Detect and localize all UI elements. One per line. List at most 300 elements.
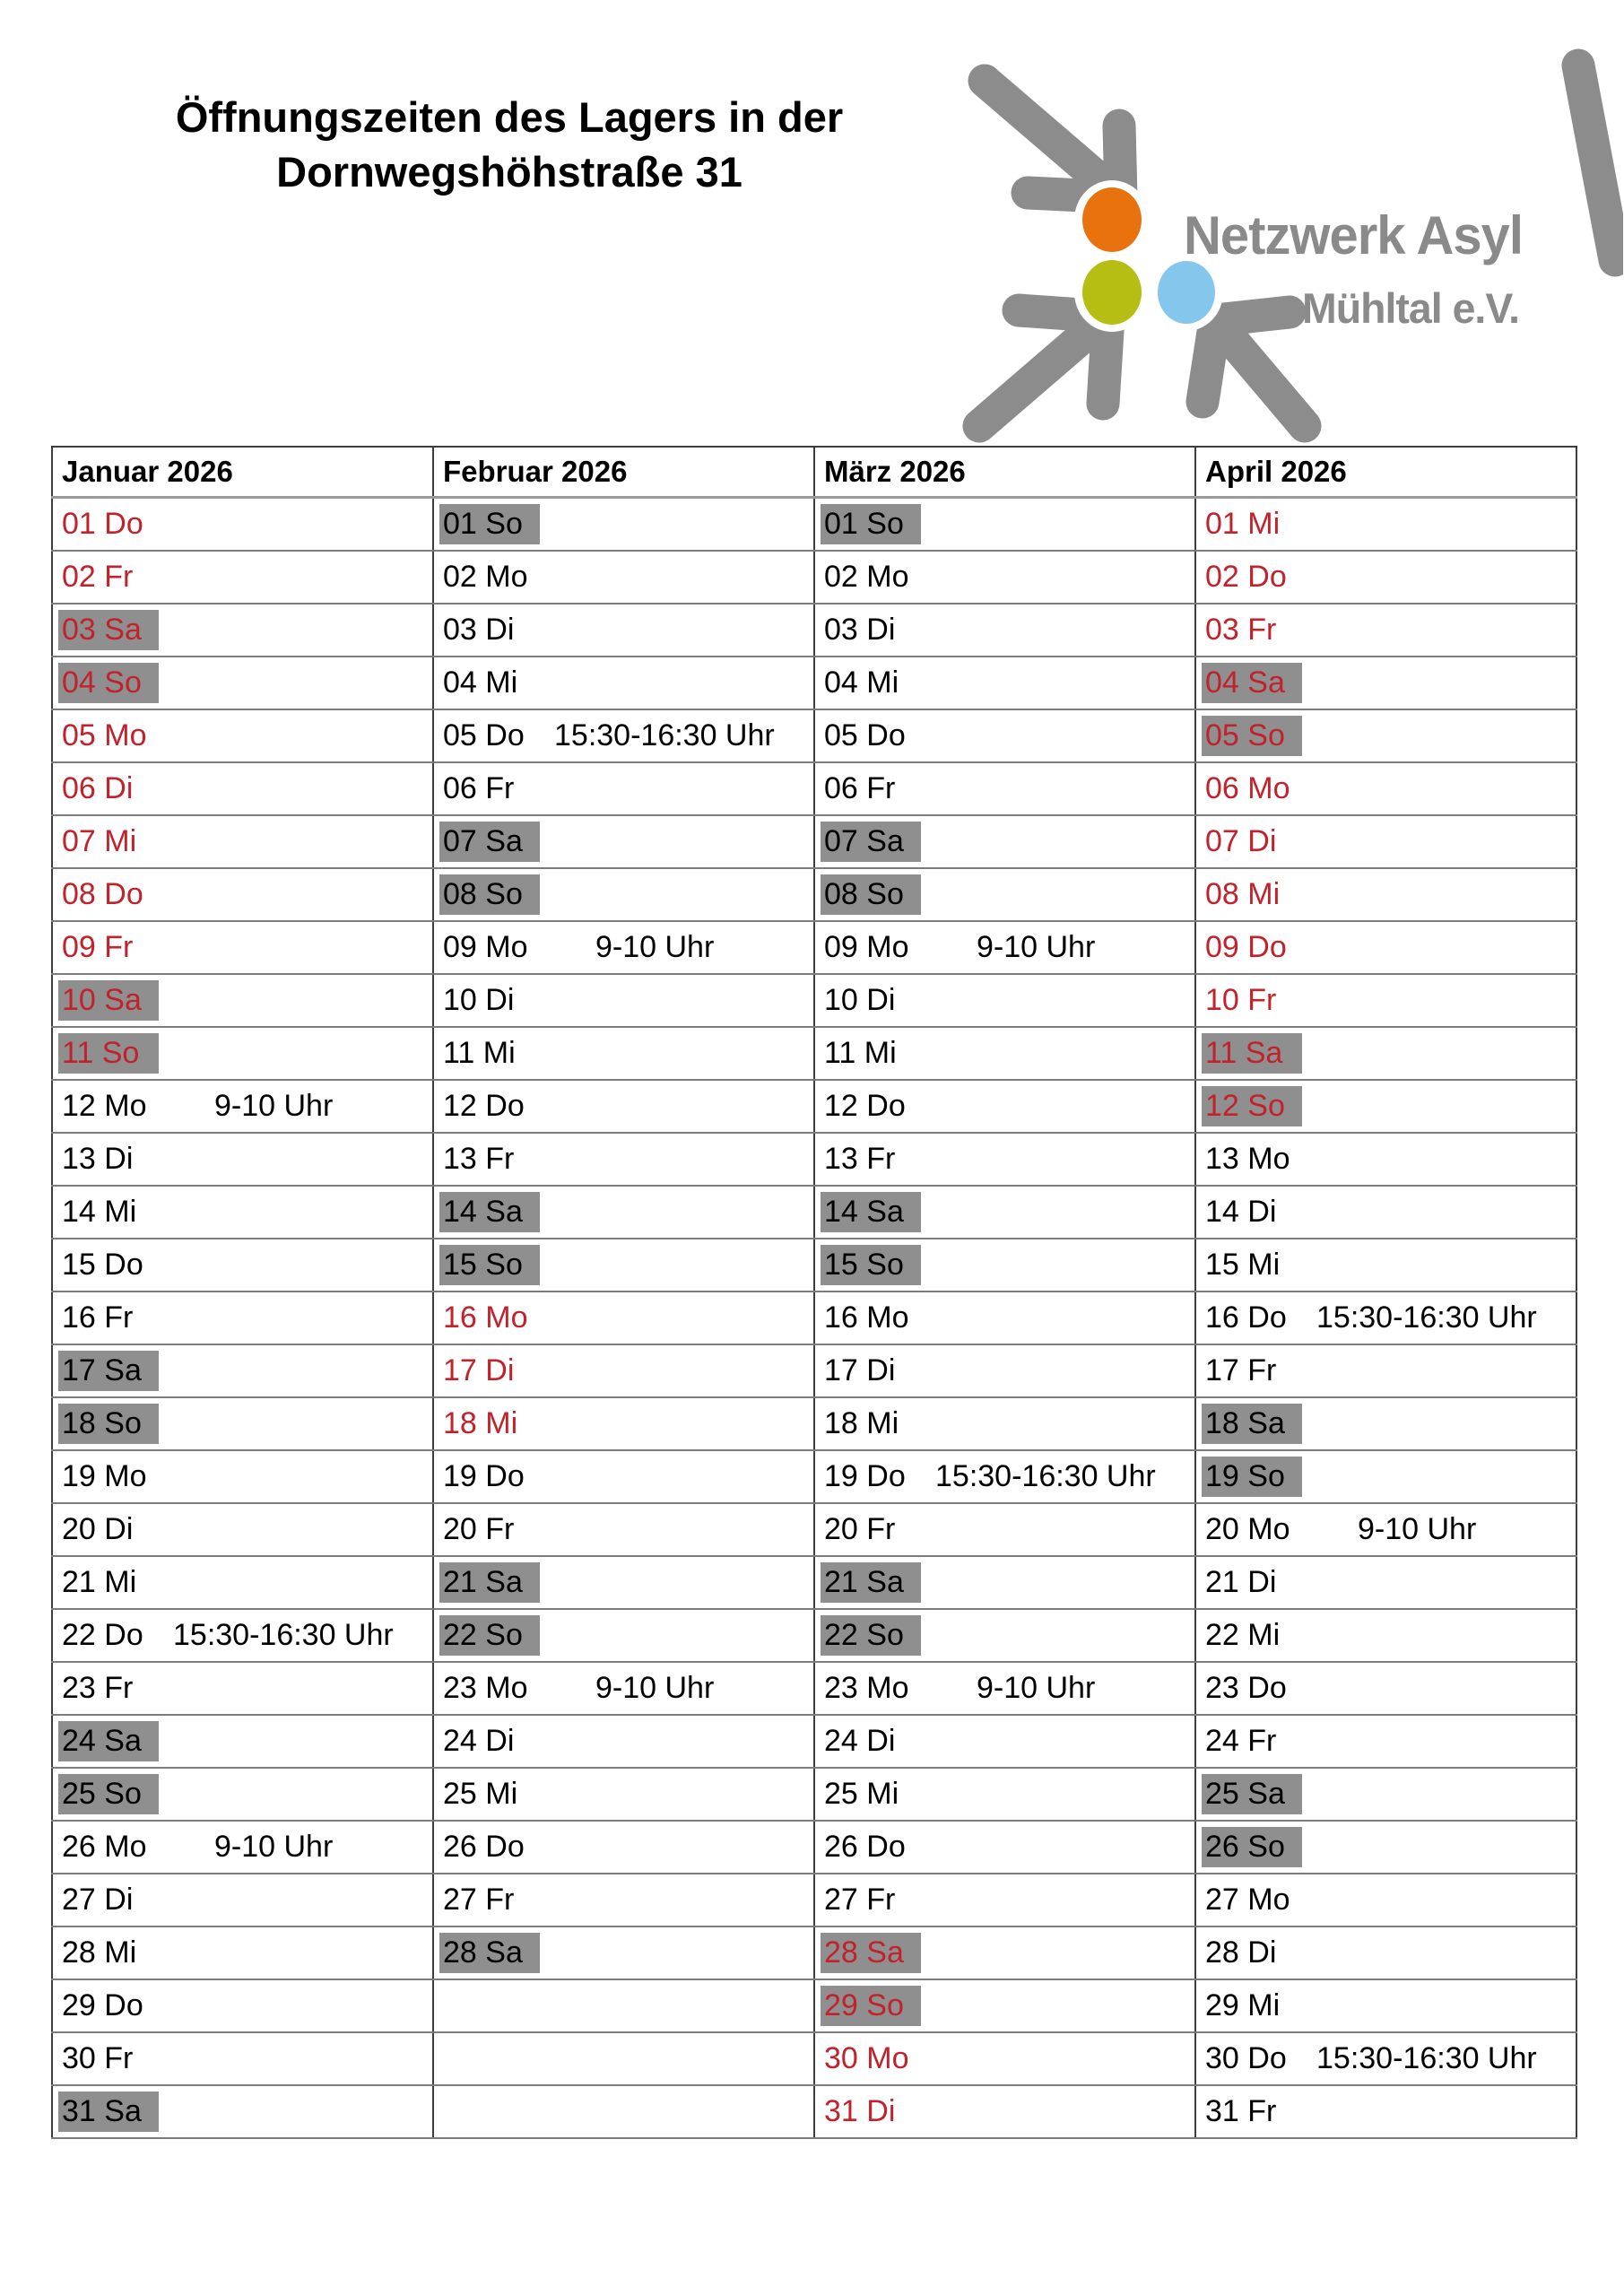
calendar-row [52, 1609, 1576, 1662]
day-label: 28 Sa [821, 1933, 921, 1973]
day-label: 20 Fr [443, 1512, 515, 1546]
calendar-row [52, 974, 1576, 1027]
opening-time: 15:30-16:30 Uhr [173, 1618, 394, 1652]
day-label: 05 Do [824, 718, 906, 752]
calendar-cell [814, 1503, 1195, 1556]
day-label: 06 Mo [1205, 771, 1290, 805]
day-label: 16 Mo [824, 1300, 909, 1335]
calendar-cell [1195, 1344, 1576, 1397]
day-label: 01 Do [62, 507, 143, 541]
day-label: 10 Fr [1205, 983, 1277, 1017]
calendar-cell [52, 1821, 433, 1874]
calendar-cell [52, 1186, 433, 1239]
calendar-cell [814, 815, 1195, 868]
day-label: 04 Mi [443, 665, 518, 700]
day-label: 13 Di [62, 1142, 134, 1176]
calendar-row [52, 1344, 1576, 1397]
day-label: 10 Sa [58, 980, 159, 1021]
day-label: 14 Sa [439, 1192, 540, 1232]
calendar-cell [433, 1133, 814, 1186]
day-label: 11 Sa [1202, 1033, 1302, 1074]
calendar-cell [433, 762, 814, 815]
calendar-cell [814, 1292, 1195, 1344]
calendar-cell [1195, 2032, 1576, 2085]
day-label: 02 Mo [824, 560, 909, 594]
day-label: 11 So [58, 1033, 159, 1074]
day-label: 04 Mi [824, 665, 899, 700]
calendar-cell [52, 1239, 433, 1292]
day-label: 03 Sa [58, 610, 159, 650]
calendar-cell [433, 2085, 814, 2138]
arrow-se-shaft-icon [1221, 327, 1305, 426]
calendar-cell [1195, 1027, 1576, 1080]
calendar-cell [1195, 1292, 1576, 1344]
calendar-cell [1195, 551, 1576, 604]
calendar-cell [1195, 815, 1576, 868]
calendar-cell [433, 1503, 814, 1556]
day-label: 29 Mi [1205, 1988, 1281, 2022]
calendar-cell [52, 1133, 433, 1186]
calendar-row [52, 1715, 1576, 1768]
calendar-row [52, 1768, 1576, 1821]
day-label: 08 So [821, 874, 921, 915]
day-label: 02 Fr [62, 560, 134, 594]
calendar-cell [52, 921, 433, 974]
day-label: 26 Mo [62, 1830, 147, 1864]
calendar-cell [52, 2085, 433, 2138]
calendar-cell [1195, 1926, 1576, 1979]
day-label: 15 Mi [1205, 1248, 1281, 1282]
calendar-cell [814, 1662, 1195, 1715]
day-label: 25 So [58, 1774, 159, 1814]
calendar-cell [52, 1027, 433, 1080]
calendar-row [52, 551, 1576, 604]
calendar-cell [1195, 974, 1576, 1027]
opening-time: 15:30-16:30 Uhr [1316, 2041, 1537, 2075]
day-label: 24 Fr [1205, 1724, 1277, 1758]
calendar-cell [52, 1292, 433, 1344]
day-label: 10 Di [824, 983, 896, 1017]
calendar-row [52, 2085, 1576, 2138]
day-label: 25 Sa [1202, 1774, 1302, 1814]
calendar-cell [433, 1344, 814, 1397]
day-label: 01 So [439, 504, 540, 544]
logo-dot-olive-icon [1082, 260, 1142, 325]
day-label: 06 Fr [443, 771, 515, 805]
day-label: 10 Di [443, 983, 515, 1017]
day-label: 09 Mo [824, 930, 909, 964]
calendar-cell [814, 2032, 1195, 2085]
day-label: 07 Mi [62, 824, 137, 858]
calendar-row [52, 1292, 1576, 1344]
calendar-cell [52, 762, 433, 815]
day-label: 09 Do [1205, 930, 1287, 964]
opening-time: 9-10 Uhr [1358, 1512, 1477, 1546]
day-label: 23 Mo [443, 1671, 528, 1705]
day-label: 02 Do [1205, 560, 1287, 594]
day-label: 26 So [1202, 1827, 1302, 1867]
day-label: 08 So [439, 874, 540, 915]
calendar-cell [814, 657, 1195, 709]
logo-org-subname: Mühltal e.V. [1302, 284, 1519, 332]
calendar-cell [814, 1874, 1195, 1926]
calendar-cell [814, 868, 1195, 921]
calendar-cell [814, 604, 1195, 657]
calendar-cell [814, 1239, 1195, 1292]
month-header: Februar 2026 [433, 447, 814, 498]
day-label: 03 Di [443, 613, 515, 647]
day-label: 03 Di [824, 613, 896, 647]
day-label: 29 So [821, 1986, 921, 2026]
opening-time: 9-10 Uhr [595, 930, 715, 964]
calendar-cell [1195, 1768, 1576, 1821]
day-label: 23 Mo [824, 1671, 909, 1705]
day-label: 24 Sa [58, 1721, 159, 1761]
day-label: 19 Do [824, 1459, 906, 1493]
calendar-row [52, 1450, 1576, 1503]
day-label: 05 Mo [62, 718, 147, 752]
calendar-cell [1195, 1662, 1576, 1715]
calendar-cell [1195, 709, 1576, 762]
calendar-cell [433, 1821, 814, 1874]
calendar-cell [433, 709, 814, 762]
day-label: 16 Mo [443, 1300, 528, 1335]
month-header-row [52, 447, 1576, 498]
calendar-cell [52, 1874, 433, 1926]
calendar-cell [1195, 1979, 1576, 2032]
day-label: 18 Sa [1202, 1404, 1302, 1444]
calendar-cell [814, 1768, 1195, 1821]
calendar-cell [52, 2032, 433, 2085]
calendar-row [52, 657, 1576, 709]
day-label: 09 Mo [443, 930, 528, 964]
calendar-row [52, 762, 1576, 815]
day-label: 12 Do [443, 1089, 525, 1123]
calendar-row [52, 1080, 1576, 1133]
day-label: 03 Fr [1205, 613, 1277, 647]
day-label: 28 Sa [439, 1933, 540, 1973]
calendar-cell [1195, 604, 1576, 657]
calendar-row [52, 921, 1576, 974]
calendar-row [52, 1027, 1576, 1080]
day-label: 20 Mo [1205, 1512, 1290, 1546]
calendar-cell [1195, 1715, 1576, 1768]
calendar-cell [433, 1926, 814, 1979]
day-label: 05 So [1202, 716, 1302, 756]
calendar-cell [433, 1450, 814, 1503]
calendar-cell [1195, 1821, 1576, 1874]
calendar-cell [52, 604, 433, 657]
calendar-row [52, 1133, 1576, 1186]
day-label: 25 Mi [824, 1777, 899, 1811]
month-header: Januar 2026 [52, 447, 433, 498]
calendar-cell [52, 1080, 433, 1133]
day-label: 07 Di [1205, 824, 1277, 858]
day-label: 16 Fr [62, 1300, 134, 1335]
calendar-cell [433, 2032, 814, 2085]
logo-dot-orange-icon [1082, 187, 1142, 252]
calendar-row [52, 604, 1576, 657]
day-label: 27 Di [62, 1883, 134, 1917]
calendar-cell [52, 1503, 433, 1556]
calendar-row [52, 1239, 1576, 1292]
calendar-cell [433, 1556, 814, 1609]
calendar-cell [814, 921, 1195, 974]
day-label: 17 Fr [1205, 1353, 1277, 1387]
calendar-cell [1195, 1080, 1576, 1133]
day-label: 28 Di [1205, 1935, 1277, 1970]
day-label: 01 So [821, 504, 921, 544]
day-label: 17 Di [824, 1353, 896, 1387]
day-label: 07 Sa [439, 822, 540, 862]
calendar-cell [433, 1874, 814, 1926]
calendar-table [51, 446, 1577, 2139]
calendar-row [52, 709, 1576, 762]
calendar-cell [1195, 1556, 1576, 1609]
calendar-cell [814, 2085, 1195, 2138]
day-label: 19 So [1202, 1457, 1302, 1497]
calendar-cell [433, 1768, 814, 1821]
day-label: 14 Di [1205, 1195, 1277, 1229]
day-label: 25 Mi [443, 1777, 518, 1811]
day-label: 20 Fr [824, 1512, 896, 1546]
calendar-cell [433, 657, 814, 709]
calendar-cell [52, 657, 433, 709]
day-label: 01 Mi [1205, 507, 1281, 541]
day-label: 24 Di [824, 1724, 896, 1758]
day-label: 31 Di [824, 2094, 896, 2128]
calendar-cell [433, 1027, 814, 1080]
calendar-cell [1195, 868, 1576, 921]
day-label: 19 Do [443, 1459, 525, 1493]
calendar-cell [1195, 762, 1576, 815]
calendar-cell [1195, 498, 1576, 552]
day-label: 12 Do [824, 1089, 906, 1123]
calendar-cell [52, 868, 433, 921]
calendar-cell [814, 1926, 1195, 1979]
calendar-row [52, 1821, 1576, 1874]
calendar-cell [52, 1715, 433, 1768]
arrow-sw-shaft-icon [979, 326, 1096, 426]
day-label: 21 Mi [62, 1565, 137, 1599]
calendar-cell [1195, 1133, 1576, 1186]
day-label: 18 Mi [443, 1406, 518, 1440]
title-line-1: Öffnungszeiten des Lagers in der [175, 93, 844, 141]
calendar-cell [433, 1979, 814, 2032]
calendar-cell [814, 974, 1195, 1027]
day-label: 19 Mo [62, 1459, 147, 1493]
day-label: 17 Di [443, 1353, 515, 1387]
opening-time: 15:30-16:30 Uhr [1316, 1300, 1537, 1335]
calendar-row [52, 815, 1576, 868]
calendar-cell [433, 1186, 814, 1239]
calendar-row [52, 868, 1576, 921]
calendar-row [52, 1397, 1576, 1450]
day-label: 11 Mi [443, 1036, 516, 1070]
day-label: 11 Mi [824, 1036, 897, 1070]
calendar-cell [52, 974, 433, 1027]
calendar-cell [52, 1926, 433, 1979]
day-label: 23 Fr [62, 1671, 134, 1705]
day-label: 13 Mo [1205, 1142, 1290, 1176]
day-label: 12 So [1202, 1086, 1302, 1126]
calendar-cell [52, 551, 433, 604]
calendar-cell [1195, 921, 1576, 974]
month-header: März 2026 [814, 447, 1195, 498]
calendar-cell [433, 1292, 814, 1344]
calendar-cell [52, 1979, 433, 2032]
calendar-cell [433, 498, 814, 552]
title-line-2: Dornwegshöhstraße 31 [276, 148, 743, 196]
calendar-cell [814, 1609, 1195, 1662]
day-label: 31 Fr [1205, 2094, 1277, 2128]
calendar-row [52, 498, 1576, 552]
day-label: 05 Do [443, 718, 525, 752]
day-label: 31 Sa [58, 2092, 159, 2132]
opening-time: 9-10 Uhr [977, 1671, 1096, 1705]
calendar-cell [433, 815, 814, 868]
day-label: 21 Di [1205, 1565, 1277, 1599]
calendar-cell [52, 1662, 433, 1715]
calendar-cell [814, 1080, 1195, 1133]
month-header: April 2026 [1195, 447, 1576, 498]
calendar-cell [52, 1344, 433, 1397]
day-label: 30 Do [1205, 2041, 1287, 2075]
opening-time: 9-10 Uhr [214, 1830, 334, 1864]
day-label: 06 Fr [824, 771, 896, 805]
calendar-cell [814, 1715, 1195, 1768]
day-label: 08 Do [62, 877, 143, 911]
day-label: 04 Sa [1202, 663, 1302, 703]
calendar-row [52, 1979, 1576, 2032]
calendar-cell [1195, 1186, 1576, 1239]
calendar-cell [814, 1556, 1195, 1609]
calendar-cell [52, 1450, 433, 1503]
calendar-cell [52, 498, 433, 552]
day-label: 21 Sa [439, 1562, 540, 1603]
calendar-cell [1195, 1239, 1576, 1292]
day-label: 18 Mi [824, 1406, 899, 1440]
calendar-cell [1195, 1397, 1576, 1450]
day-label: 27 Mo [1205, 1883, 1290, 1917]
day-label: 30 Mo [824, 2041, 909, 2075]
calendar-cell [814, 1979, 1195, 2032]
calendar-row [52, 1186, 1576, 1239]
day-label: 30 Fr [62, 2041, 134, 2075]
calendar-cell [433, 974, 814, 1027]
calendar-cell [814, 1027, 1195, 1080]
day-label: 28 Mi [62, 1935, 137, 1970]
day-label: 08 Mi [1205, 877, 1281, 911]
calendar-cell [52, 1397, 433, 1450]
day-label: 13 Fr [824, 1142, 896, 1176]
day-label: 12 Mo [62, 1089, 147, 1123]
calendar-cell [52, 709, 433, 762]
calendar-row [52, 1926, 1576, 1979]
day-label: 14 Sa [821, 1192, 921, 1232]
calendar-cell [433, 1239, 814, 1292]
day-label: 09 Fr [62, 930, 134, 964]
day-label: 27 Fr [824, 1883, 896, 1917]
day-label: 13 Fr [443, 1142, 515, 1176]
calendar-cell [52, 1609, 433, 1662]
calendar-cell [814, 1821, 1195, 1874]
calendar-cell [433, 921, 814, 974]
calendar-cell [814, 1186, 1195, 1239]
day-label: 06 Di [62, 771, 134, 805]
day-label: 22 Do [62, 1618, 143, 1652]
day-label: 22 So [439, 1615, 540, 1656]
calendar-cell [814, 1344, 1195, 1397]
day-label: 20 Di [62, 1512, 134, 1546]
calendar-cell [433, 1397, 814, 1450]
logo-dot-blue-icon [1158, 261, 1215, 324]
day-label: 26 Do [443, 1830, 525, 1864]
opening-time: 9-10 Uhr [977, 930, 1096, 964]
opening-time: 15:30-16:30 Uhr [554, 718, 775, 752]
calendar-cell [433, 551, 814, 604]
day-label: 17 Sa [58, 1351, 159, 1391]
opening-time: 9-10 Uhr [214, 1089, 334, 1123]
day-label: 23 Do [1205, 1671, 1287, 1705]
calendar-cell [433, 1609, 814, 1662]
calendar-cell [1195, 1609, 1576, 1662]
page-title [52, 90, 967, 199]
calendar-row [52, 1556, 1576, 1609]
calendar-cell [52, 1556, 433, 1609]
day-label: 15 So [821, 1245, 921, 1285]
day-label: 24 Di [443, 1724, 515, 1758]
day-label: 15 So [439, 1245, 540, 1285]
day-label: 16 Do [1205, 1300, 1287, 1335]
day-label: 29 Do [62, 1988, 143, 2022]
day-label: 22 Mi [1205, 1618, 1281, 1652]
calendar-cell [814, 498, 1195, 552]
day-label: 26 Do [824, 1830, 906, 1864]
opening-time: 15:30-16:30 Uhr [935, 1459, 1156, 1493]
calendar-cell [433, 868, 814, 921]
calendar-cell [433, 1715, 814, 1768]
calendar-cell [1195, 1874, 1576, 1926]
day-label: 02 Mo [443, 560, 528, 594]
org-logo [951, 40, 1623, 462]
calendar-cell [814, 709, 1195, 762]
calendar-row [52, 1662, 1576, 1715]
calendar-cell [1195, 1450, 1576, 1503]
day-label: 18 So [58, 1404, 159, 1444]
day-label: 04 So [58, 663, 159, 703]
logo-org-name: Netzwerk Asyl [1184, 205, 1523, 265]
calendar-cell [814, 1450, 1195, 1503]
calendar-cell [814, 762, 1195, 815]
calendar-cell [433, 604, 814, 657]
day-label: 15 Do [62, 1248, 143, 1282]
calendar-cell [814, 1133, 1195, 1186]
day-label: 14 Mi [62, 1195, 137, 1229]
day-label: 07 Sa [821, 822, 921, 862]
day-label: 22 So [821, 1615, 921, 1656]
calendar-cell [1195, 2085, 1576, 2138]
calendar-cell [52, 815, 433, 868]
calendar-row [52, 2032, 1576, 2085]
calendar-cell [814, 551, 1195, 604]
calendar-cell [52, 1768, 433, 1821]
day-label: 21 Sa [821, 1562, 921, 1603]
calendar-row [52, 1874, 1576, 1926]
arrow-ne-partial-icon [1578, 65, 1615, 260]
calendar-cell [1195, 657, 1576, 709]
calendar-row [52, 1503, 1576, 1556]
